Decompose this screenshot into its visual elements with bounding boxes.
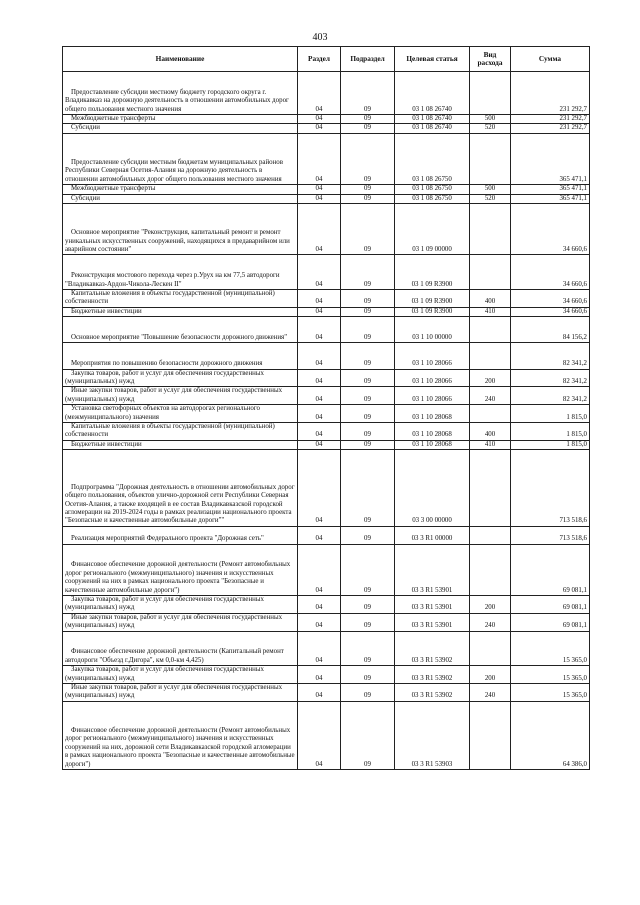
sum-cell: 69 081,1 (511, 596, 590, 614)
section-cell: 04 (298, 72, 341, 115)
expense-type-cell (470, 631, 511, 666)
subsection-cell: 09 (341, 613, 395, 631)
section-cell: 04 (298, 133, 341, 184)
table-row (63, 666, 590, 684)
name-cell: Реконструкция мостового перехода через р.Урух на км 77,5 автодороги "Владикавказ-Ардон-Чикола-Лескен II" (63, 255, 298, 290)
table-row (63, 133, 590, 184)
table-row (63, 613, 590, 631)
section-cell: 04 (298, 369, 341, 387)
target-cell: 03 1 09 R3900 (395, 307, 470, 316)
target-cell: 03 1 09 00000 (395, 204, 470, 255)
section-cell: 04 (298, 596, 341, 614)
budget-table (62, 46, 590, 770)
target-cell: 03 1 08 26740 (395, 115, 470, 124)
sum-cell: 365 471,1 (511, 133, 590, 184)
subsection-cell: 09 (341, 666, 395, 684)
name-cell: Предоставление субсидии местному бюджету городского округа г. Владикавказ на дорожную деятельность в отношении автомобильных дорог общего пользования местного значения (63, 72, 298, 115)
subsection-cell: 09 (341, 596, 395, 614)
sum-cell: 34 660,6 (511, 290, 590, 308)
target-cell: 03 1 10 28066 (395, 343, 470, 369)
table-row (63, 701, 590, 769)
table-row (63, 387, 590, 405)
section-cell: 04 (298, 613, 341, 631)
name-cell: Финансовое обеспечение дорожной деятельности (Капитальный ремонт автодороги "Объезд г.Дигора", км 0,0-км 4,425) (63, 631, 298, 666)
table-row (63, 684, 590, 702)
table-row (63, 369, 590, 387)
page-number: 403 (312, 32, 328, 43)
sum-cell: 82 341,2 (511, 369, 590, 387)
name-cell: Бюджетные инвестиции (63, 307, 298, 316)
sum-cell: 1 815,0 (511, 405, 590, 423)
name-cell: Иные закупки товаров, работ и услуг для обеспечения государственных (муниципальных) нужд (63, 387, 298, 405)
header-expense-type: Вид расхода (470, 47, 511, 72)
subsection-cell: 09 (341, 290, 395, 308)
table-row (63, 343, 590, 369)
expense-type-cell: 400 (470, 290, 511, 308)
subsection-cell: 09 (341, 701, 395, 769)
target-cell: 03 1 10 28066 (395, 387, 470, 405)
section-cell: 04 (298, 423, 341, 441)
section-cell: 04 (298, 290, 341, 308)
section-cell: 04 (298, 526, 341, 544)
table-row (63, 194, 590, 203)
name-cell: Закупка товаров, работ и услуг для обеспечения государственных (муниципальных) нужд (63, 596, 298, 614)
header-name: Наименование (63, 47, 298, 72)
section-cell: 04 (298, 544, 341, 595)
expense-type-cell: 200 (470, 596, 511, 614)
section-cell: 04 (298, 115, 341, 124)
section-cell: 04 (298, 684, 341, 702)
table-row (63, 450, 590, 527)
section-cell: 04 (298, 343, 341, 369)
subsection-cell: 09 (341, 72, 395, 115)
name-cell: Предоставление субсидии местным бюджетам муниципальных районов Республики Северная Осетия-Алания на дорожную деятельность в отношении автомобильных дорог общего пользования местного значения (63, 133, 298, 184)
table-row (63, 185, 590, 194)
table-row (63, 526, 590, 544)
target-cell: 03 1 08 26750 (395, 133, 470, 184)
subsection-cell: 09 (341, 423, 395, 441)
section-cell: 04 (298, 450, 341, 527)
section-cell: 04 (298, 387, 341, 405)
expense-type-cell: 240 (470, 613, 511, 631)
sum-cell: 34 660,6 (511, 255, 590, 290)
sum-cell: 713 518,6 (511, 450, 590, 527)
table-row (63, 115, 590, 124)
header-subsection: Подраздел (341, 47, 395, 72)
name-cell: Основное мероприятие "Реконструкция, капитальный ремонт и ремонт уникальных искусственных сооружений, находящихся в предаварийном или аварийном состоянии" (63, 204, 298, 255)
expense-type-cell (470, 343, 511, 369)
expense-type-cell: 500 (470, 115, 511, 124)
subsection-cell: 09 (341, 204, 395, 255)
subsection-cell: 09 (341, 185, 395, 194)
expense-type-cell (470, 255, 511, 290)
sum-cell: 713 518,6 (511, 526, 590, 544)
table-row (63, 440, 590, 449)
table-header-row (63, 47, 590, 72)
subsection-cell: 09 (341, 194, 395, 203)
subsection-cell: 09 (341, 450, 395, 527)
table-row (63, 317, 590, 343)
expense-type-cell (470, 450, 511, 527)
target-cell: 03 1 08 26740 (395, 124, 470, 133)
sum-cell: 15 365,0 (511, 631, 590, 666)
name-cell: Бюджетные инвестиции (63, 440, 298, 449)
section-cell: 04 (298, 440, 341, 449)
section-cell: 04 (298, 631, 341, 666)
table-row (63, 204, 590, 255)
table-row (63, 124, 590, 133)
sum-cell: 84 156,2 (511, 317, 590, 343)
name-cell: Субсидии (63, 194, 298, 203)
target-cell: 03 3 R1 53901 (395, 544, 470, 595)
expense-type-cell (470, 133, 511, 184)
subsection-cell: 09 (341, 544, 395, 595)
target-cell: 03 1 08 26740 (395, 72, 470, 115)
name-cell: Капитальные вложения в объекты государственной (муниципальной) собственности (63, 290, 298, 308)
expense-type-cell: 500 (470, 185, 511, 194)
target-cell: 03 3 00 00000 (395, 450, 470, 527)
name-cell: Основное мероприятие "Повышение безопасности дорожного движения" (63, 317, 298, 343)
sum-cell: 69 081,1 (511, 613, 590, 631)
target-cell: 03 3 R1 53902 (395, 684, 470, 702)
target-cell: 03 3 R1 53901 (395, 596, 470, 614)
subsection-cell: 09 (341, 255, 395, 290)
sum-cell: 34 660,6 (511, 204, 590, 255)
name-cell: Мероприятия по повышению безопасности дорожного движения (63, 343, 298, 369)
name-cell: Межбюджетные трансферты (63, 115, 298, 124)
subsection-cell: 09 (341, 343, 395, 369)
subsection-cell: 09 (341, 684, 395, 702)
name-cell: Финансовое обеспечение дорожной деятельности (Ремонт автомобильных дорог регионального (межмуниципального) значения и искусственных сооружений на них, дорожной сети Владикавказской городской агломерации в рамках национального проекта "Безопасные и качественные автомобильные дороги") (63, 701, 298, 769)
expense-type-cell: 520 (470, 124, 511, 133)
table-row (63, 290, 590, 308)
target-cell: 03 1 08 26750 (395, 185, 470, 194)
sum-cell: 34 660,6 (511, 307, 590, 316)
sum-cell: 365 471,1 (511, 194, 590, 203)
expense-type-cell (470, 701, 511, 769)
subsection-cell: 09 (341, 387, 395, 405)
sum-cell: 231 292,7 (511, 115, 590, 124)
subsection-cell: 09 (341, 124, 395, 133)
section-cell: 04 (298, 194, 341, 203)
sum-cell: 82 341,2 (511, 387, 590, 405)
subsection-cell: 09 (341, 133, 395, 184)
target-cell: 03 1 10 28068 (395, 440, 470, 449)
section-cell: 04 (298, 405, 341, 423)
table-row (63, 631, 590, 666)
target-cell: 03 3 R1 53902 (395, 631, 470, 666)
subsection-cell: 09 (341, 526, 395, 544)
target-cell: 03 1 10 00000 (395, 317, 470, 343)
subsection-cell: 09 (341, 369, 395, 387)
sum-cell: 1 815,0 (511, 440, 590, 449)
expense-type-cell (470, 72, 511, 115)
sum-cell: 15 365,0 (511, 684, 590, 702)
sum-cell: 1 815,0 (511, 423, 590, 441)
section-cell: 04 (298, 307, 341, 316)
table-row (63, 255, 590, 290)
table-row (63, 423, 590, 441)
section-cell: 04 (298, 185, 341, 194)
expense-type-cell (470, 204, 511, 255)
expense-type-cell: 400 (470, 423, 511, 441)
expense-type-cell: 520 (470, 194, 511, 203)
sum-cell: 365 471,1 (511, 185, 590, 194)
target-cell: 03 1 09 R3900 (395, 255, 470, 290)
expense-type-cell: 240 (470, 684, 511, 702)
target-cell: 03 1 10 28068 (395, 423, 470, 441)
expense-type-cell: 410 (470, 307, 511, 316)
target-cell: 03 3 R1 53901 (395, 613, 470, 631)
subsection-cell: 09 (341, 307, 395, 316)
sum-cell: 231 292,7 (511, 124, 590, 133)
name-cell: Капитальные вложения в объекты государственной (муниципальной) собственности (63, 423, 298, 441)
target-cell: 03 1 10 28068 (395, 405, 470, 423)
section-cell: 04 (298, 701, 341, 769)
name-cell: Закупка товаров, работ и услуг для обеспечения государственных (муниципальных) нужд (63, 369, 298, 387)
header-section: Раздел (298, 47, 341, 72)
name-cell: Закупка товаров, работ и услуг для обеспечения государственных (муниципальных) нужд (63, 666, 298, 684)
target-cell: 03 3 R1 53902 (395, 666, 470, 684)
header-target: Целевая статья (395, 47, 470, 72)
expense-type-cell (470, 544, 511, 595)
expense-type-cell: 200 (470, 369, 511, 387)
target-cell: 03 1 10 28066 (395, 369, 470, 387)
subsection-cell: 09 (341, 631, 395, 666)
name-cell: Иные закупки товаров, работ и услуг для обеспечения государственных (муниципальных) нужд (63, 613, 298, 631)
name-cell: Установка светофорных объектов на автодорогах регионального (межмуниципального) значения (63, 405, 298, 423)
table-row (63, 405, 590, 423)
subsection-cell: 09 (341, 440, 395, 449)
name-cell: Финансовое обеспечение дорожной деятельности (Ремонт автомобильных дорог регионального (межмуниципального) значения и искусственных сооружений на них в рамках национального проекта "Безопасные и качественные автомобильные дороги") (63, 544, 298, 595)
subsection-cell: 09 (341, 405, 395, 423)
table-body (63, 72, 590, 770)
expense-type-cell (470, 526, 511, 544)
name-cell: Реализация мероприятий Федерального проекта "Дорожная сеть" (63, 526, 298, 544)
sum-cell: 82 341,2 (511, 343, 590, 369)
table-row (63, 307, 590, 316)
header-sum: Сумма (511, 47, 590, 72)
target-cell: 03 1 08 26750 (395, 194, 470, 203)
expense-type-cell: 200 (470, 666, 511, 684)
name-cell: Субсидии (63, 124, 298, 133)
table-row (63, 544, 590, 595)
sum-cell: 15 365,0 (511, 666, 590, 684)
section-cell: 04 (298, 124, 341, 133)
table-row (63, 596, 590, 614)
expense-type-cell: 410 (470, 440, 511, 449)
target-cell: 03 1 09 R3900 (395, 290, 470, 308)
section-cell: 04 (298, 666, 341, 684)
subsection-cell: 09 (341, 317, 395, 343)
name-cell: Иные закупки товаров, работ и услуг для обеспечения государственных (муниципальных) нужд (63, 684, 298, 702)
sum-cell: 64 386,0 (511, 701, 590, 769)
section-cell: 04 (298, 255, 341, 290)
name-cell: Межбюджетные трансферты (63, 185, 298, 194)
target-cell: 03 3 R1 53903 (395, 701, 470, 769)
table-row (63, 72, 590, 115)
subsection-cell: 09 (341, 115, 395, 124)
sum-cell: 69 081,1 (511, 544, 590, 595)
section-cell: 04 (298, 204, 341, 255)
name-cell: Подпрограмма "Дорожная деятельность в отношении автомобильных дорог общего пользования, объектов улично-дорожной сети Республики Северная Осетия-Алания, а также входящей в ее состав Владикавказской городской агломерации на 2019-2024 годы в рамках реализации национального проекта "Безопасные и качественные автомобильные дороги"" (63, 450, 298, 527)
expense-type-cell (470, 405, 511, 423)
target-cell: 03 3 R1 00000 (395, 526, 470, 544)
section-cell: 04 (298, 317, 341, 343)
sum-cell: 231 292,7 (511, 72, 590, 115)
expense-type-cell: 240 (470, 387, 511, 405)
expense-type-cell (470, 317, 511, 343)
